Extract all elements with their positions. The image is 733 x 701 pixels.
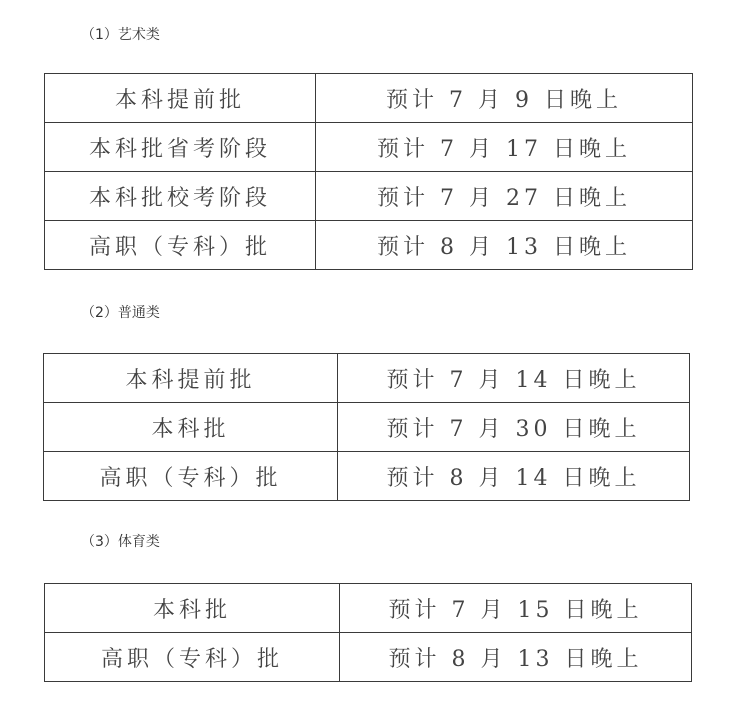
batch-cell: 本科批 xyxy=(45,584,340,633)
table-row xyxy=(44,403,690,452)
table-row xyxy=(45,584,692,633)
batch-cell: 本科提前批 xyxy=(45,74,316,123)
section-label-general: （2）普通类 xyxy=(81,305,160,321)
date-cell: 预计 7 月 27 日晚上 xyxy=(316,172,693,221)
date-cell: 预计 7 月 30 日晚上 xyxy=(338,403,690,452)
table-row xyxy=(45,633,692,682)
date-cell: 预计 8 月 14 日晚上 xyxy=(338,452,690,501)
batch-cell: 本科提前批 xyxy=(44,354,338,403)
table-row xyxy=(45,221,693,270)
batch-cell: 本科批 xyxy=(44,403,338,452)
date-cell: 预计 8 月 13 日晚上 xyxy=(340,633,692,682)
table-row xyxy=(45,172,693,221)
schedule-table-sport xyxy=(44,583,692,682)
batch-cell: 高职（专科）批 xyxy=(44,452,338,501)
table-row xyxy=(44,452,690,501)
date-cell: 预计 7 月 14 日晚上 xyxy=(338,354,690,403)
table-row xyxy=(45,123,693,172)
batch-cell: 本科批校考阶段 xyxy=(45,172,316,221)
date-cell: 预计 7 月 17 日晚上 xyxy=(316,123,693,172)
schedule-table-art xyxy=(44,73,693,270)
batch-cell: 高职（专科）批 xyxy=(45,633,340,682)
section-label-sport: （3）体育类 xyxy=(81,534,160,550)
batch-cell: 高职（专科）批 xyxy=(45,221,316,270)
schedule-table-general xyxy=(43,353,690,501)
date-cell: 预计 7 月 15 日晚上 xyxy=(340,584,692,633)
date-cell: 预计 8 月 13 日晚上 xyxy=(316,221,693,270)
section-label-art: （1）艺术类 xyxy=(81,27,160,43)
date-cell: 预计 7 月 9 日晚上 xyxy=(316,74,693,123)
table-row xyxy=(44,354,690,403)
table-row xyxy=(45,74,693,123)
batch-cell: 本科批省考阶段 xyxy=(45,123,316,172)
